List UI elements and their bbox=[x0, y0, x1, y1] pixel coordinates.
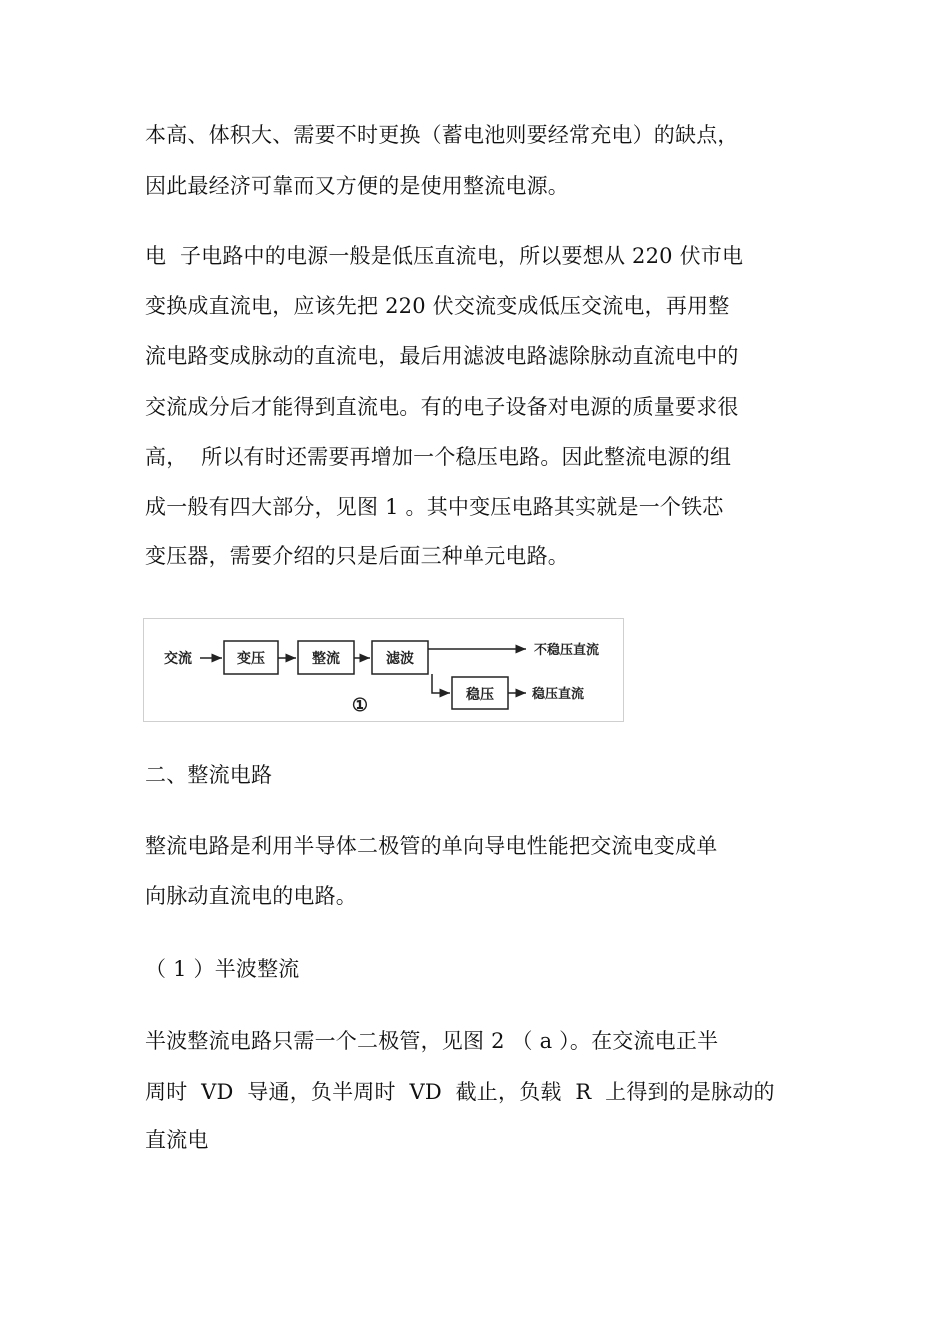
paragraph-2-line-5: 高， 所以有时还需要再增加一个稳压电路。因此整流电源的组 bbox=[145, 445, 732, 469]
paragraph-3-line-1: 整流电路是利用半导体二极管的单向导电性能把交流电变成单 bbox=[145, 834, 718, 858]
section-heading: 二、整流电路 bbox=[145, 763, 273, 787]
paragraph-1-line-2: 因此最经济可靠而又方便的是使用整流电源。 bbox=[145, 174, 569, 198]
paragraph-2-line-2: 变换成直流电，应该先把 220 伏交流变成低压交流电，再用整 bbox=[145, 294, 730, 318]
block-diagram bbox=[144, 619, 625, 723]
paragraph-2-line-7: 变压器，需要介绍的只是后面三种单元电路。 bbox=[145, 544, 569, 568]
regulator-label: 稳压 bbox=[466, 687, 494, 703]
paragraph-3-line-2: 向脉动直流电的电路。 bbox=[145, 884, 357, 908]
block-diagram-figure bbox=[143, 618, 624, 722]
paragraph-2-line-4: 交流成分后才能得到直流电。有的电子设备对电源的质量要求很 bbox=[145, 395, 739, 419]
subsection-heading: （ 1 ）半波整流 bbox=[145, 957, 300, 981]
paragraph-4-line-1: 半波整流电路只需一个二极管，见图 2 （ a ）。在交流电正半 bbox=[145, 1029, 719, 1053]
paragraph-2-line-3: 流电路变成脉动的直流电，最后用滤波电路滤除脉动直流电中的 bbox=[145, 344, 739, 368]
filter-label: 滤波 bbox=[386, 651, 414, 667]
paragraph-1-line-1: 本高、体积大、需要不时更换（蓄电池则要经常充电）的缺点， bbox=[145, 123, 739, 147]
paragraph-2-line-1: 电 子电路中的电源一般是低压直流电，所以要想从 220 伏市电 bbox=[145, 244, 744, 268]
transformer-label: 变压 bbox=[237, 651, 265, 667]
paragraph-4-line-3: 直流电 bbox=[145, 1128, 209, 1152]
regulated-output-label: 稳压直流 bbox=[532, 687, 585, 702]
paragraph-4-line-2: 周时 VD 导通，负半周时 VD 截止，负载 R 上得到的是脉动的 bbox=[145, 1080, 775, 1104]
paragraph-2-line-6: 成一般有四大部分，见图 1 。其中变压电路其实就是一个铁芯 bbox=[145, 495, 724, 519]
rectifier-label: 整流 bbox=[312, 651, 340, 667]
input-label: 交流 bbox=[164, 651, 192, 667]
arrow-filter-regulator bbox=[432, 674, 450, 693]
unregulated-output-label: 不稳压直流 bbox=[534, 643, 600, 658]
figure-number: ① bbox=[351, 695, 369, 716]
